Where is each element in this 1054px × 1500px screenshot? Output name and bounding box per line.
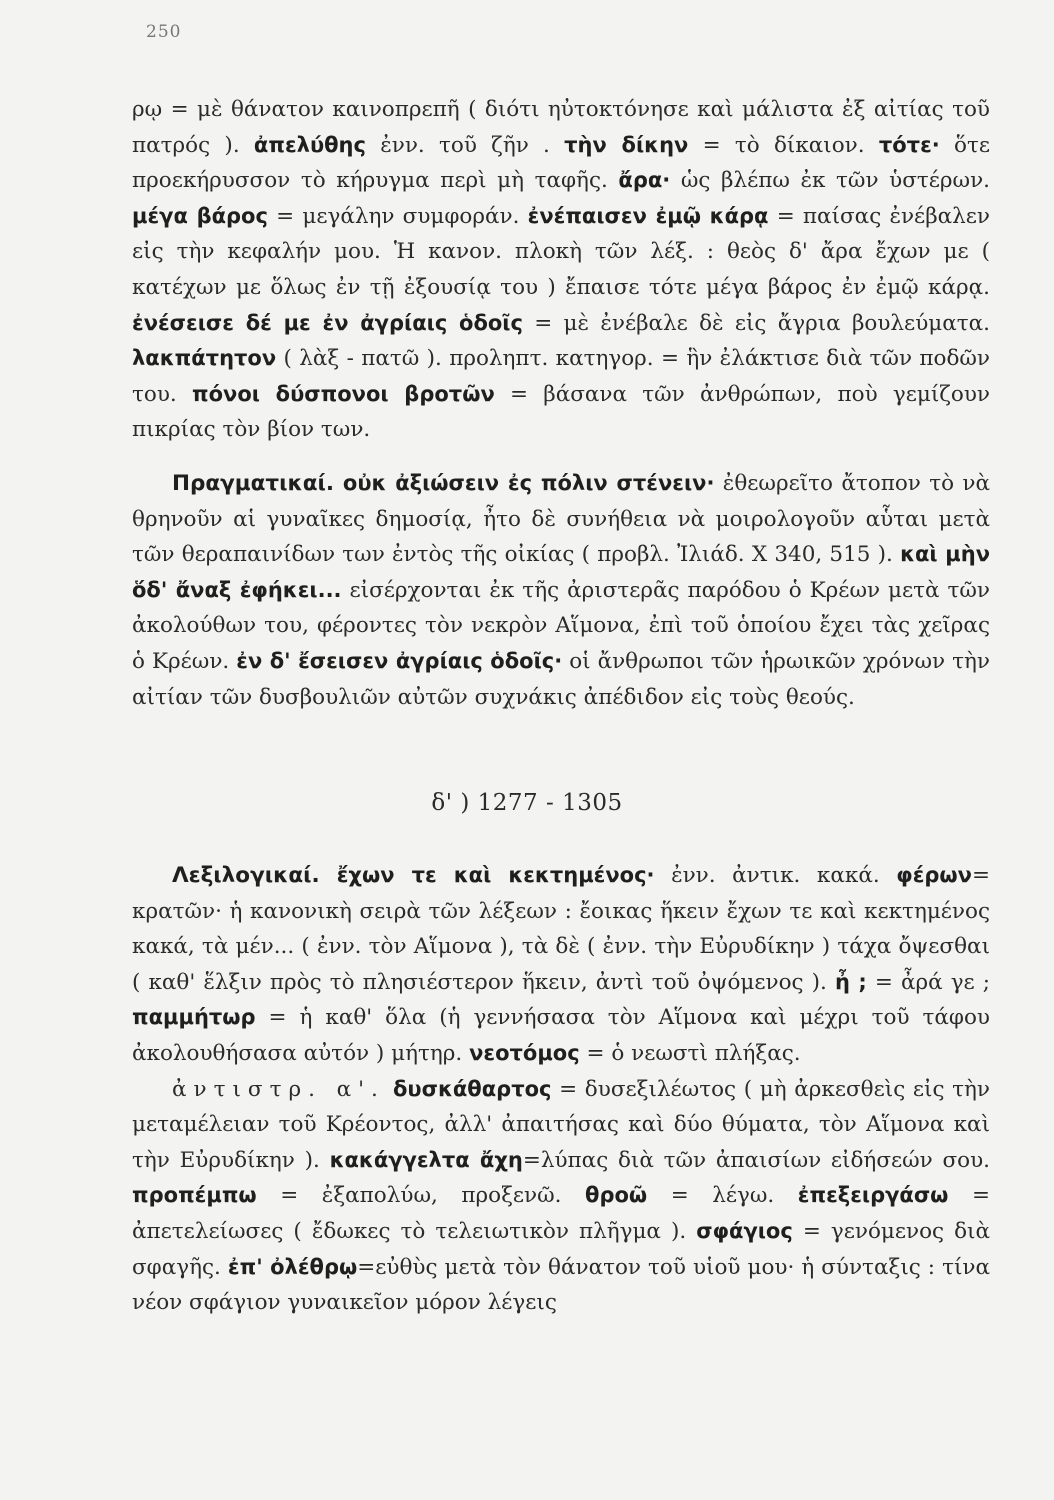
gloss-text: = λέγω. <box>647 1183 798 1209</box>
gloss-text: ἐθεωρεῖτο ἄτοπον τὸ νὰ θρηνοῦν αἱ γυναῖκες δημοσίᾳ, ἦτο δὲ συνήθεια νὰ μοιρολογοῦν αὗται μετὰ τῶν θεραπαινίδων των ἐντὸς τῆς οἰκίας ( προβλ. Ἰλιάδ. Χ 340, 515 ). <box>132 471 991 568</box>
lemma: σφάγιος <box>696 1218 793 1243</box>
lemma: ἐνέσεισε δέ με ἐν ἀγρίαις ὁδοῖς <box>132 310 523 335</box>
commentary-paragraph-1 <box>132 92 990 448</box>
lemma: τὴν δίκην <box>564 132 689 157</box>
lemma: λακπάτητον <box>132 346 277 371</box>
lemma: ἐν δ' ἔσεισεν ἀγρίαις ὁδοῖς· <box>236 648 563 673</box>
lemma: ἄρα· <box>618 168 671 193</box>
gloss-text: = βάσανα τῶν ἀνθρώπων, ποὺ γεμίζουν πικρίας τὸν βίον των. <box>132 381 991 443</box>
lemma: δυσκάθαρτος <box>384 1076 552 1101</box>
gloss-text: ἐνν. ἀντικ. κακά. <box>654 863 897 888</box>
lemma: κακάγγελτα ἄχη <box>329 1147 523 1172</box>
gloss-text: ὅτε προεκήρυσσον τὸ κήρυγμα περὶ μὴ ταφῆς. <box>132 132 990 194</box>
lemma: ἦ ; <box>834 969 867 994</box>
gloss-text: = ἡ καθ' ὅλα (ἡ γεννήσασα τὸν Αἵμονα καὶ μέχρι τοῦ τάφου ἀκολουθήσασα αὐτόν ) μήτηρ. <box>132 1005 990 1066</box>
gloss-text: ὡς βλέπω ἐκ τῶν ὑστέρων. <box>670 168 990 194</box>
gloss-text: = ὁ νεωστὶ πλήξας. <box>579 1040 801 1066</box>
lemma: οὐκ ἀξιώσειν ἐς πόλιν στένειν· <box>334 471 715 495</box>
gloss-text: = ἆρά γε ; <box>866 969 990 995</box>
page-number: 250 <box>146 22 182 42</box>
gloss-text: =λύπας διὰ τῶν ἀπαισίων εἰδήσεών σου. <box>522 1147 991 1173</box>
lemma: νεοτόμος <box>469 1040 580 1065</box>
gloss-text: = παίσας ἐνέβαλεν εἰς τὴν κεφαλήν μου. Ἡ κανον. πλοκὴ τῶν λέξ. : θεὸς δ' ἄρα ἔχων με ( κατέχων με ὅλως ἐν τῇ ἐξουσίᾳ του ) ἔπαισε τότε μέγα βάρος ἐν ἐμῷ κάρᾳ. <box>132 203 990 300</box>
lemma: καὶ μὴν ὅδ' ἄναξ ἐφήκει... <box>132 542 990 602</box>
verse-range-heading: δ' ) 1277 - 1305 <box>431 790 623 816</box>
section-heading-pragmatikai: Πραγματικαί. <box>172 471 335 496</box>
gloss-text: ρῳ = μὲ θάνατον καινοπρεπῆ ( διότι ηὐτοκτόνησε καὶ μάλιστα ἐξ αἰτίας τοῦ πατρός ). <box>132 97 990 158</box>
lemma: φέρων <box>896 863 972 887</box>
gloss-text: = ἐξαπολύω, προξενῶ. <box>256 1183 586 1209</box>
gloss-text: = μὲ ἐνέβαλε δὲ εἰς ἄγρια βουλεύματα. <box>522 310 991 336</box>
strophe-label: ἀντιστρ. α'. <box>172 1076 385 1102</box>
gloss-text: εἰσέρχονται ἐκ τῆς ἀριστερᾶς παρόδου ὁ Κρέων μετὰ τῶν ἀκολούθων του, φέροντες τὸν νεκρὸν Αἵμονα, ἐπὶ τοῦ ὁποίου ἔχει τὰς χεῖρας ὁ Κρέων. <box>132 577 990 674</box>
lemma: παμμήτωρ <box>132 1005 256 1030</box>
lemma: ἀπελύθης <box>253 132 366 157</box>
gloss-text: ( λὰξ - πατῶ ). προληπτ. κατηγορ. = ἣν ἐλάκτισε διὰ τῶν ποδῶν του. <box>132 346 990 407</box>
commentary-paragraph-2 <box>132 466 990 715</box>
gloss-text: = τὸ δίκαιον. <box>688 132 879 158</box>
commentary-paragraph-3 <box>132 858 990 1321</box>
gloss-text: = δυσεξιλέωτος ( μὴ ἀρκεσθεὶς εἰς τὴν μεταμέλειαν τοῦ Κρέοντος, ἀλλ' ἀπαιτήσας καὶ δύο θύματα, τὸν Αἵμονα καὶ τὴν Εὐρυδίκην ). <box>132 1076 990 1173</box>
paragraph-text <box>132 858 990 1072</box>
gloss-text: = γενόμενος διὰ σφαγῆς. <box>132 1218 990 1280</box>
gloss-text: =εὐθὺς μετὰ τὸν θάνατον τοῦ υἱοῦ μου· ἡ σύνταξις : τίνα νέον σφάγιον γυναικεῖον μόρον λέγεις <box>132 1254 990 1316</box>
paragraph-text <box>132 1072 990 1321</box>
paragraph-text <box>132 466 990 715</box>
gloss-text: οἱ ἄνθρωποι τῶν ἡρωικῶν χρόνων τὴν αἰτίαν τῶν δυσβουλιῶν αὐτῶν συχνάκις ἀπέδιδον εἰς τοὺς θεούς. <box>132 648 990 710</box>
gloss-text: = ἀπετελείωσες ( ἔδωκες τὸ τελειωτικὸν πλῆγμα ). <box>132 1183 990 1244</box>
section-heading-lexilogikai: Λεξιλογικαί. <box>172 863 320 888</box>
gloss-text: = κρατῶν· ἡ κανονικὴ σειρὰ τῶν λέξεων : ἔοικας ἥκειν ἔχων τε καὶ κεκτημένος κακά, τὰ μέν... ( ἐνν. τὸν Αἵμονα ), τὰ δὲ ( ἐνν. τὴν Εὐρυδίκην ) τάχα ὄψεσθαι ( καθ' ἕλξιν πρὸς τὸ πλησιέστερον ἥκειν, ἀντὶ τοῦ ὀψόμενος ). <box>132 863 990 995</box>
lemma: ἐπεξειργάσω <box>797 1183 949 1208</box>
lemma: θροῶ <box>585 1183 648 1208</box>
paragraph-text <box>132 92 990 448</box>
lemma: προπέμπω <box>132 1183 257 1208</box>
lemma: τότε· <box>878 132 940 157</box>
lemma: μέγα βάρος <box>132 203 268 228</box>
lemma: ἐπ' ὀλέθρῳ <box>227 1254 358 1279</box>
lemma: ἐνέπαισεν ἐμῷ κάρᾳ <box>527 203 769 228</box>
lemma: ἔχων τε καὶ κεκτημένος· <box>319 863 655 887</box>
gloss-text: ἐνν. τοῦ ζῆν . <box>365 132 565 158</box>
gloss-text: = μεγάλην συμφοράν. <box>267 203 528 229</box>
lemma: πόνοι δύσπονοι βροτῶν <box>192 381 495 406</box>
